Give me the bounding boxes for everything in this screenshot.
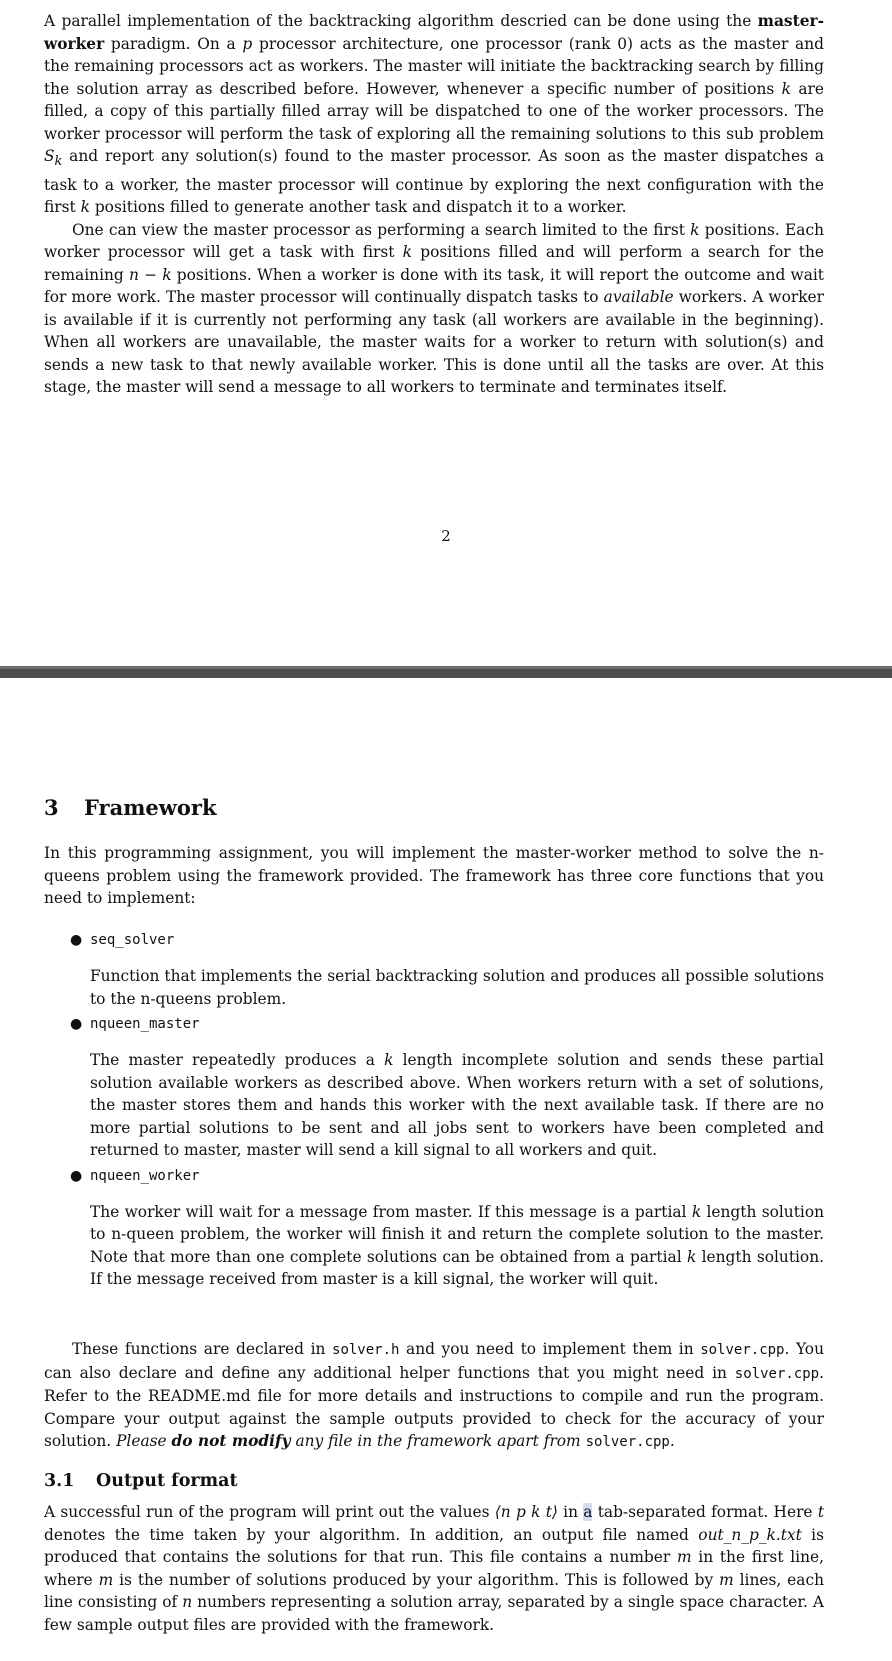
paragraph-output-format: A successful run of the program will print out the values ⟨n p k t⟩ in a tab-separated format. Here t denotes the time taken by your algorithm. In addition, an output file named out_n_p_k.txt is produced that contains the solutions for that run. This file contains a number m in the first line, where m is the number of solutions produced by your algorithm. This is followed by m lines, each line consisting of n numbers representing a solution array, separated by a single space character. A few sample output files are provided with the framework. [44, 1503, 824, 1634]
page-1 [0, 0, 892, 666]
section-heading-framework: 3 Framework [44, 795, 217, 820]
list-item-seq-solver: ● seq_solver [70, 928, 824, 951]
bullet-icon: ● [70, 1016, 83, 1032]
paragraph-master-worker: A parallel implementation of the backtracking algorithm descried can be done using the master-worker paradigm. On a p processor architecture, one processor (rank 0) acts as the master and the remaining processors act as workers. The master will initiate the backtracking search by filling the solution array as described before. However, whenever a specific number of positions k are filled, a copy of this partially filled array will be dispatched to one of the worker processors. The worker processor will perform the task of exploring all the remaining solutions to this sub problem $S_k$ and report any solution(s) found to the master processor. As soon as the master dispatches a task to a worker, the master processor will continue by exploring the next configuration with the first k positions filled to generate another task and dispatch it to a worker. [44, 12, 824, 217]
paragraph-intro: In this programming assignment, you will implement the master-worker method to solve the n-queens problem using the framework provided. The framework has three core functions that you need to implement: [44, 844, 824, 907]
nqueen-master-description: The master repeatedly produces a k length incomplete solution and sends these partial solution available workers as described above. When workers return with a set of solutions, the master stores them and hands this worker with the next available task. If there are no more partial solutions to be sent and all jobs sent to workers have been completed and returned to master, master will send a kill signal to all workers and quit. [90, 1051, 824, 1159]
list-item-nqueen-master: ● nqueen_master [70, 1012, 824, 1035]
seq-solver-description: Function that implements the serial backtracking solution and produces all possible solutions to the n-queens problem. [90, 967, 824, 1008]
subsection-heading-output-format: 3.1 Output format [44, 1471, 238, 1491]
paragraph-master-search: One can view the master processor as performing a search limited to the first k positions. Each worker processor will get a task with first k positions filled and will perform a search for the remaining n − k positions. When a worker is done with its task, it will report the outcome and wait for more work. The master processor will continually dispatch tasks to available workers. A worker is available if it is currently not performing any task (all workers are available in the beginning). When all workers are unavailable, the master waits for a worker to return with solution(s) and sends a new task to that newly available worker. This is done until all the tasks are over. At this stage, the master will send a message to all workers to terminate and terminates itself. [44, 220, 825, 397]
bullet-icon: ● [70, 932, 83, 948]
page-number: 2 [441, 527, 451, 545]
page-2 [0, 678, 892, 1661]
bullet-icon: ● [70, 1167, 83, 1184]
nqueen-worker-description: The worker will wait for a message from master. If this message is a partial k length solution to n-queen problem, the worker will finish it and return the complete solution to the master. Note that more than one complete solutions can be obtained from a partial k length solution. If the message received from master is a kill signal, the worker will quit. [90, 1202, 824, 1288]
output-format-text [44, 1501, 824, 1636]
paragraph-solver-files: These functions are declared in solver.h and you need to implement them in solver.cpp. You can also declare and define any additional helper functions that you might need in solver.cpp. Refer to the README.md file for more details and instructions to compile and run the program. Compare your output against the sample outputs provided to check for the accuracy of your solution. Please do not modify any file in the framework apart from solver.cpp. [44, 1340, 824, 1450]
function-list [70, 928, 824, 1291]
outro-text [44, 1338, 824, 1454]
page-separator-highlight [0, 666, 892, 669]
list-item-nqueen-worker: ● nqueen_worker [70, 1164, 824, 1187]
page-1-text [44, 10, 824, 399]
intro-text [44, 842, 824, 910]
text-selection-highlight[interactable]: a [583, 1503, 593, 1521]
